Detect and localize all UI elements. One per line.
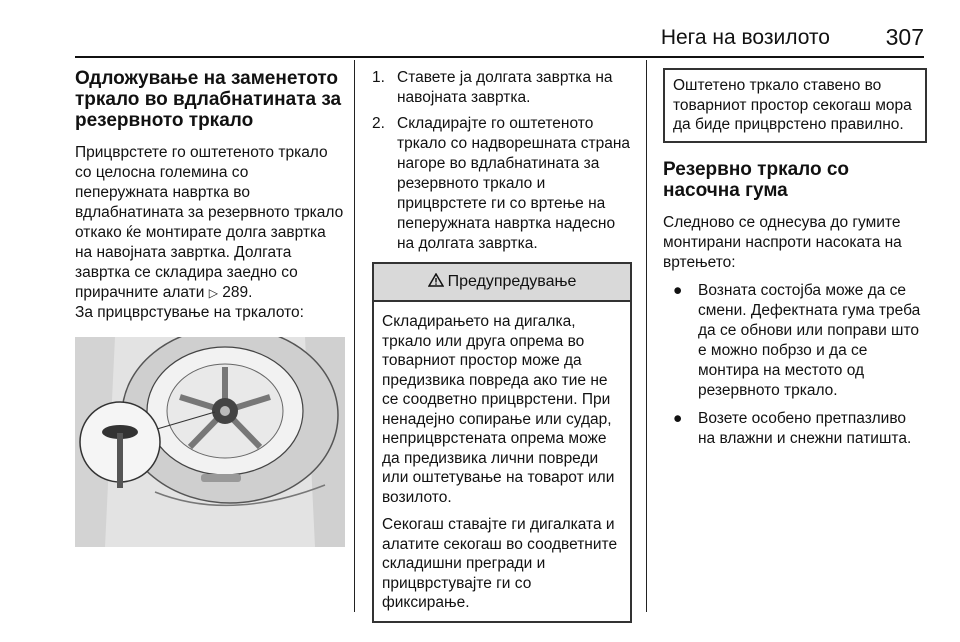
body-paragraph: Прицврстете го оштетеното тркало со целосна големина со пеперужната навртка во вдлабнатината за резервното тркало откако ќе монтирате долга завртка на навојната завртка. Долгата завртка се складира заедно со прирачните алати ▷ 289. За прицврстување на тркалото: — [75, 144, 344, 321]
column-right — [663, 68, 925, 457]
wheel-well-drawing — [75, 337, 345, 547]
list-item: 2. Складирајте го оштетеното тркало со надворешната страна нагоре во вдлабнатината за резервното тркало и прицврстете ги со вртење на пеперужната навртка надесно на долгата завртка. — [372, 115, 630, 252]
steps-list — [372, 68, 634, 254]
section-heading: Одложување на заменетото тркало во вдлабнатината за резервното тркало — [75, 68, 342, 131]
body-paragraph: Следново се однесува до гумите монтирани наспроти насоката на вртењето: — [663, 213, 902, 271]
list-item: ● Возете особено претпазливо на влажни и снежни патишта. — [673, 409, 912, 447]
warning-paragraph: Складирањето на дигалка, тркало или друга опрема во товарниот простор може да предизвика повреда ако тие не се соодветно прицврстени. При ненадејно сопирање или судар, неприцврстената опрема може да предизвика лични повреди или оштетување на товарот или возилото. — [382, 313, 615, 506]
page-reference[interactable]: 289. — [222, 284, 253, 301]
warning-body — [374, 302, 630, 621]
list-item: ● Возната состојба може да се смени. Дефектната гума треба да се обнови или поправи што е можно побрзо и да се монтира на местото од резервното тркало. — [673, 281, 921, 399]
note-text: Оштетено тркало ставено во товарниот простор секогаш мора да биде прицврстено правилно. — [673, 77, 912, 133]
spare-wheel-illustration — [75, 337, 345, 547]
column-divider — [646, 60, 647, 612]
column-left — [75, 68, 345, 547]
warning-triangle-icon — [428, 273, 444, 292]
list-item: 1. Ставете ја долгата завртка на навојната завртка. — [372, 69, 613, 106]
column-middle — [372, 68, 634, 623]
page-header — [0, 0, 960, 52]
section-heading: Резервно тркало со насочна гума — [663, 158, 850, 201]
column-divider — [354, 60, 355, 612]
note-box — [663, 68, 927, 143]
page-number: 307 — [885, 24, 924, 50]
ref-triangle-icon[interactable]: ▷ — [208, 286, 218, 300]
header-rule — [75, 56, 924, 58]
bullet-list — [663, 281, 925, 449]
warning-header — [374, 264, 630, 302]
warning-paragraph: Секогаш ставајте ги дигалката и алатите секогаш во соодветните складишни прегради и прицврстувајте ги со фиксирање. — [382, 516, 618, 611]
page-title: Нега на возилото — [660, 26, 830, 49]
warning-title: Предупредување — [447, 273, 577, 290]
warning-box — [372, 262, 632, 623]
